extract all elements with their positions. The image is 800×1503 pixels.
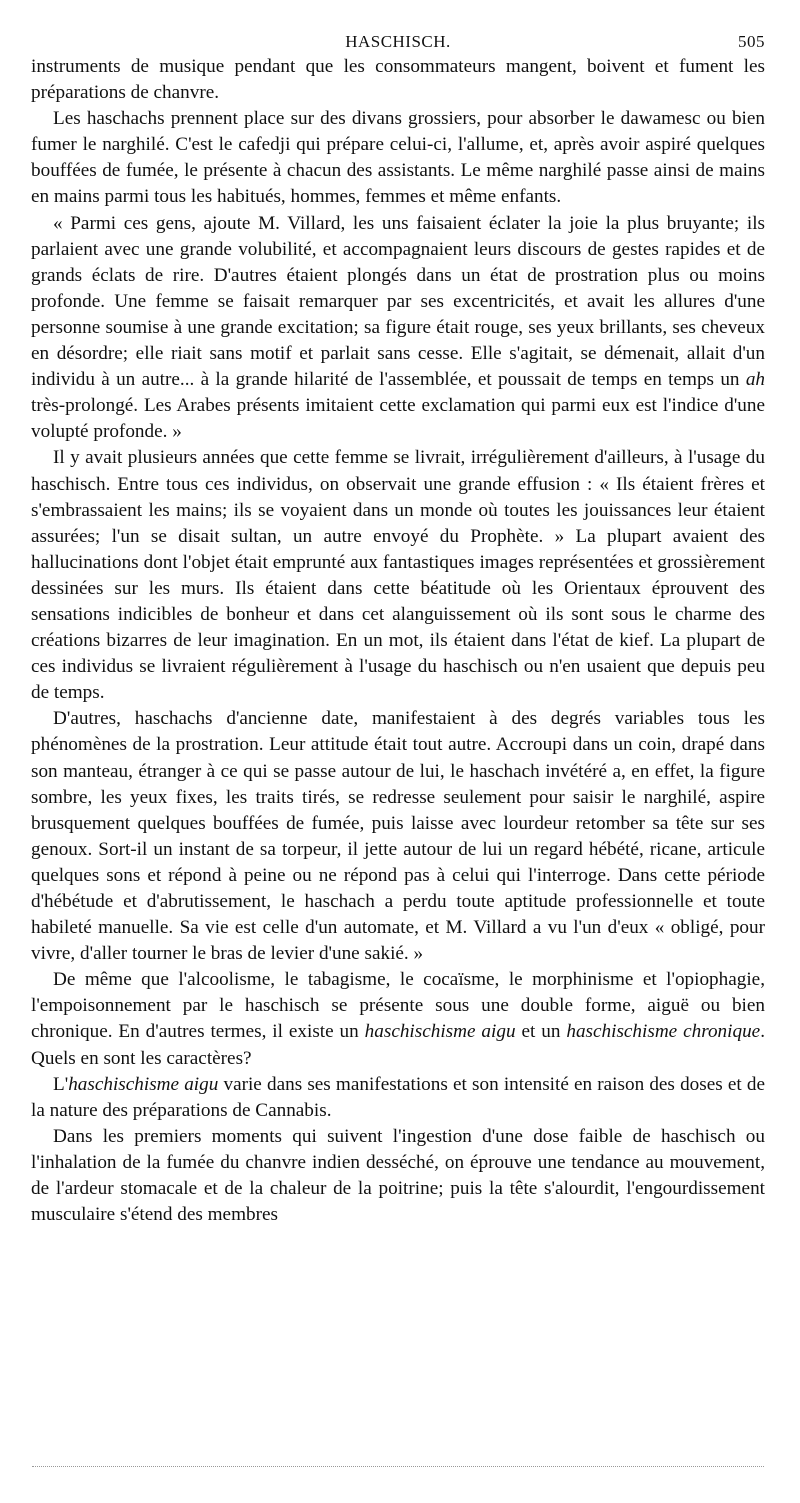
text-run: . Quels en sont les caractères? [31, 1021, 765, 1069]
book-page [31, 30, 765, 1228]
text-run: et un [515, 1021, 567, 1043]
paragraph [31, 706, 765, 967]
text-run: varie dans ses manifestations et son intensité en raison des doses et de la nature des préparations de Cannabis. [31, 1073, 765, 1121]
italic-run: haschischisme chronique [566, 1021, 761, 1043]
text-run: Dans les premiers moments qui suivent l'ingestion d'une dose faible de haschisch ou l'inhalation de la fumée du chanvre indien desséché, on éprouve une tendance au mouvement, de l'ardeur stomacale et de la chaleur de la poitrine; puis la tête s'alourdit, l'engourdissement musculaire s'étend des membres [31, 1125, 765, 1226]
text-run: Il y avait plusieurs années que cette femme se livrait, irrégulièrement d'ailleurs, à l'usage du haschisch. Entre tous ces individus, on observait une grande effusion : « Ils étaient frères et s'embrassaient les mains; ils se voyaient dans un monde où toutes les jouissances leur étaient assurées; l'un se disait sultan, un autre envoyé du Prophète. » La plupart avaient des hallucinations dont l'objet était emprunté aux fantastiques images représentées et grossièrement dessinées sur les murs. Ils étaient dans cette béatitude où les Orientaux éprouvent des sensations indicibles de bonheur et dans cet alanguissement où ils sont sous le charme des créations bizarres de leur imagination. En un mot, ils étaient dans l'état de kief. La plupart de ces individus se livraient régulièrement à l'usage du haschisch ou n'en usaient que depuis peu de temps. [31, 447, 765, 704]
text-run: instruments de musique pendant que les consommateurs mangent, boivent et fument les préparations de chanvre. [31, 56, 765, 104]
footer-dotted-rule [32, 1466, 764, 1467]
paragraph [31, 106, 765, 210]
text-run: Les haschachs prennent place sur des divans grossiers, pour absorber le dawamesc ou bien fumer le narghilé. C'est le cafedji qui prépare celui-ci, l'allume, et, après avoir aspiré quelques bouffées de fumée, le présente à chacun des assistants. Le même narghilé passe ainsi de mains en mains parmi tous les habitués, hommes, femmes et même enfants. [31, 108, 765, 208]
running-head [31, 30, 765, 54]
body-text [31, 54, 765, 1228]
text-run: D'autres, haschachs d'ancienne date, manifestaient à des degrés variables tous les phénomènes de la prostration. Leur attitude était tout autre. Accroupi dans un coin, drapé dans son manteau, étranger à ce qui se passe autour de lui, le haschach invétéré a, en effet, la figure sombre, les yeux fixes, les traits tirés, se redresse seulement pour saisir le narghilé, aspire brusquement quelques bouffées de fumée, puis laisse avec lourdeur retomber sa tête sur ses genoux. Sort-il un instant de sa torpeur, il jette autour de lui un regard hébété, ricane, articule quelques sons et répond à peine ou ne répond pas à celui qui l'interroge. Dans cette période d'hébétude et d'abrutissement, le haschach a perdu toute aptitude professionnelle et toute habileté manuelle. Sa vie est celle d'un automate, et M. Villard a vu l'un d'eux « obligé, pour vivre, d'aller tourner le bras de levier d'une sakié. » [31, 708, 765, 965]
paragraph [31, 1072, 765, 1124]
text-run: L' [53, 1073, 69, 1095]
text-run: très-prolongé. Les Arabes présents imitaient cette exclamation qui parmi eux est l'indice d'une volupté profonde. » [31, 395, 765, 443]
text-run: « Parmi ces gens, ajoute M. Villard, les uns faisaient éclater la joie la plus bruyante; ils parlaient avec une grande volubilité, et accompagnaient leurs discours de gestes rapides et de grands éclats de rire. D'autres étaient plongés dans un état de prostration plus ou moins profonde. Une femme se faisait remarquer par ses excentricités, et avait les allures d'une personne soumise à une grande excitation; sa figure était rouge, ses yeux brillants, ses cheveux en désordre; elle riait sans motif et parlait sans cesse. Elle s'agitait, se démenait, allait d'un individu à un autre... à la grande hilarité de l'assemblée, et poussait de temps en temps un [31, 212, 765, 391]
paragraph [31, 54, 765, 106]
paragraph [31, 445, 765, 706]
italic-run: haschischisme aigu [68, 1073, 219, 1095]
italic-run: ah [745, 369, 765, 391]
running-title: HASCHISCH. [345, 32, 451, 51]
paragraph [31, 211, 765, 446]
text-run: De même que l'alcoolisme, le tabagisme, le cocaïsme, le morphinisme et l'opiophagie, l'empoisonnement par le haschisch se présente sous une double forme, aiguë ou bien chronique. En d'autres termes, il existe un [31, 969, 765, 1043]
paragraph [31, 1124, 765, 1228]
paragraph [31, 967, 765, 1071]
page-number: 505 [738, 32, 765, 51]
italic-run: haschischisme aigu [364, 1021, 516, 1043]
